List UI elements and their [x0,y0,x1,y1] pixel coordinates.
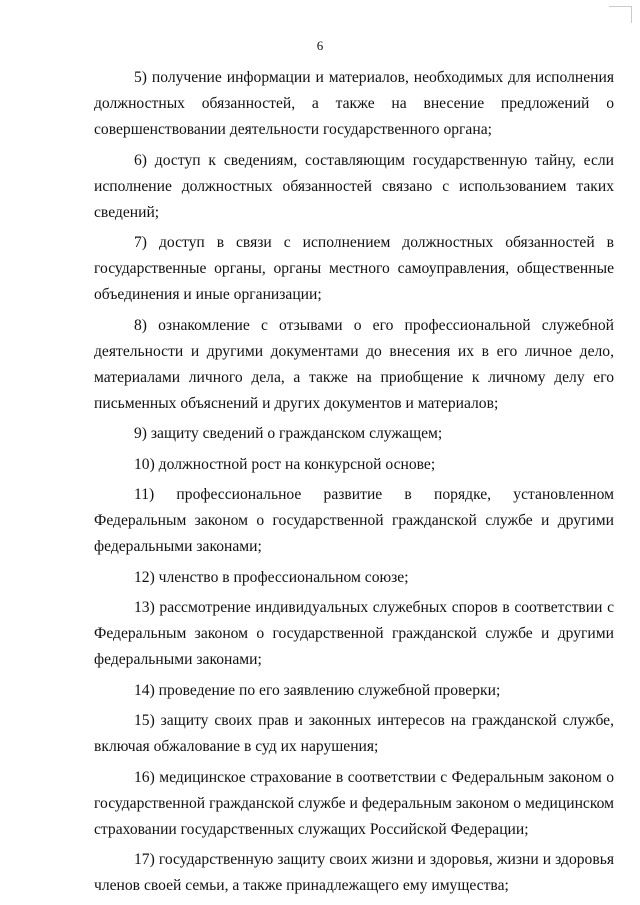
paragraph-item-15: 15) защиту своих прав и законных интересов на гражданской службе, включая обжалование в суд их нарушения; [94,712,614,755]
paragraph-item-16: 16) медицинское страхование в соответствии с Федеральным законом о государственной гражданской службе и федеральным законом о медицинском страховании государственных служащих Российской Федерации; [94,768,614,838]
paragraph-item-11: 11) профессиональное развитие в порядке, установленном Федеральным законом о государственной гражданской службе и другими федеральными законами; [94,486,614,555]
paragraph-item-10: 10) должностной рост на конкурсной основе; [134,455,436,473]
paragraph-item-5: 5) получение информации и материалов, необходимых для исполнения должностных обязанностей, а также на внесение предложений о совершенствовании деятельности государственного органа; [94,69,614,138]
paragraph-item-8: 8) ознакомление с отзывами о его профессиональной служебной деятельности и другими документами до внесения их в его личное дело, материалами личного дела, а также на приобщение к личному делу его письменных объяснений и других документов и материалов; [94,316,614,412]
paragraph-item-13: 13) рассмотрение индивидуальных служебных споров в соответствии с Федеральным законом о государственной гражданской службе и другими федеральными законами; [94,599,614,668]
paragraph-item-12: 12) членство в профессиональном союзе; [134,568,409,586]
paragraph-item-17: 17) государственную защиту своих жизни и здоровья, жизни и здоровья членов своей семьи, а также принадлежащего ему имущества; [94,851,614,894]
paragraph-item-6: 6) доступ к сведениям, составляющим государственную тайну, если исполнение должностных обязанностей связано с использованием таких сведений; [94,151,614,221]
paragraph-item-14: 14) проведение по его заявлению служебной проверки; [134,681,501,699]
scan-corner-mark [609,6,632,23]
paragraph-item-7: 7) доступ в связи с исполнением должностных обязанностей в государственные органы, органы местного самоуправления, общественные объединения и иные организации; [94,234,614,303]
document-body [94,65,614,904]
page-number: 6 [316,38,324,53]
paragraph-item-9: 9) защиту сведений о гражданском служащем; [134,425,443,442]
